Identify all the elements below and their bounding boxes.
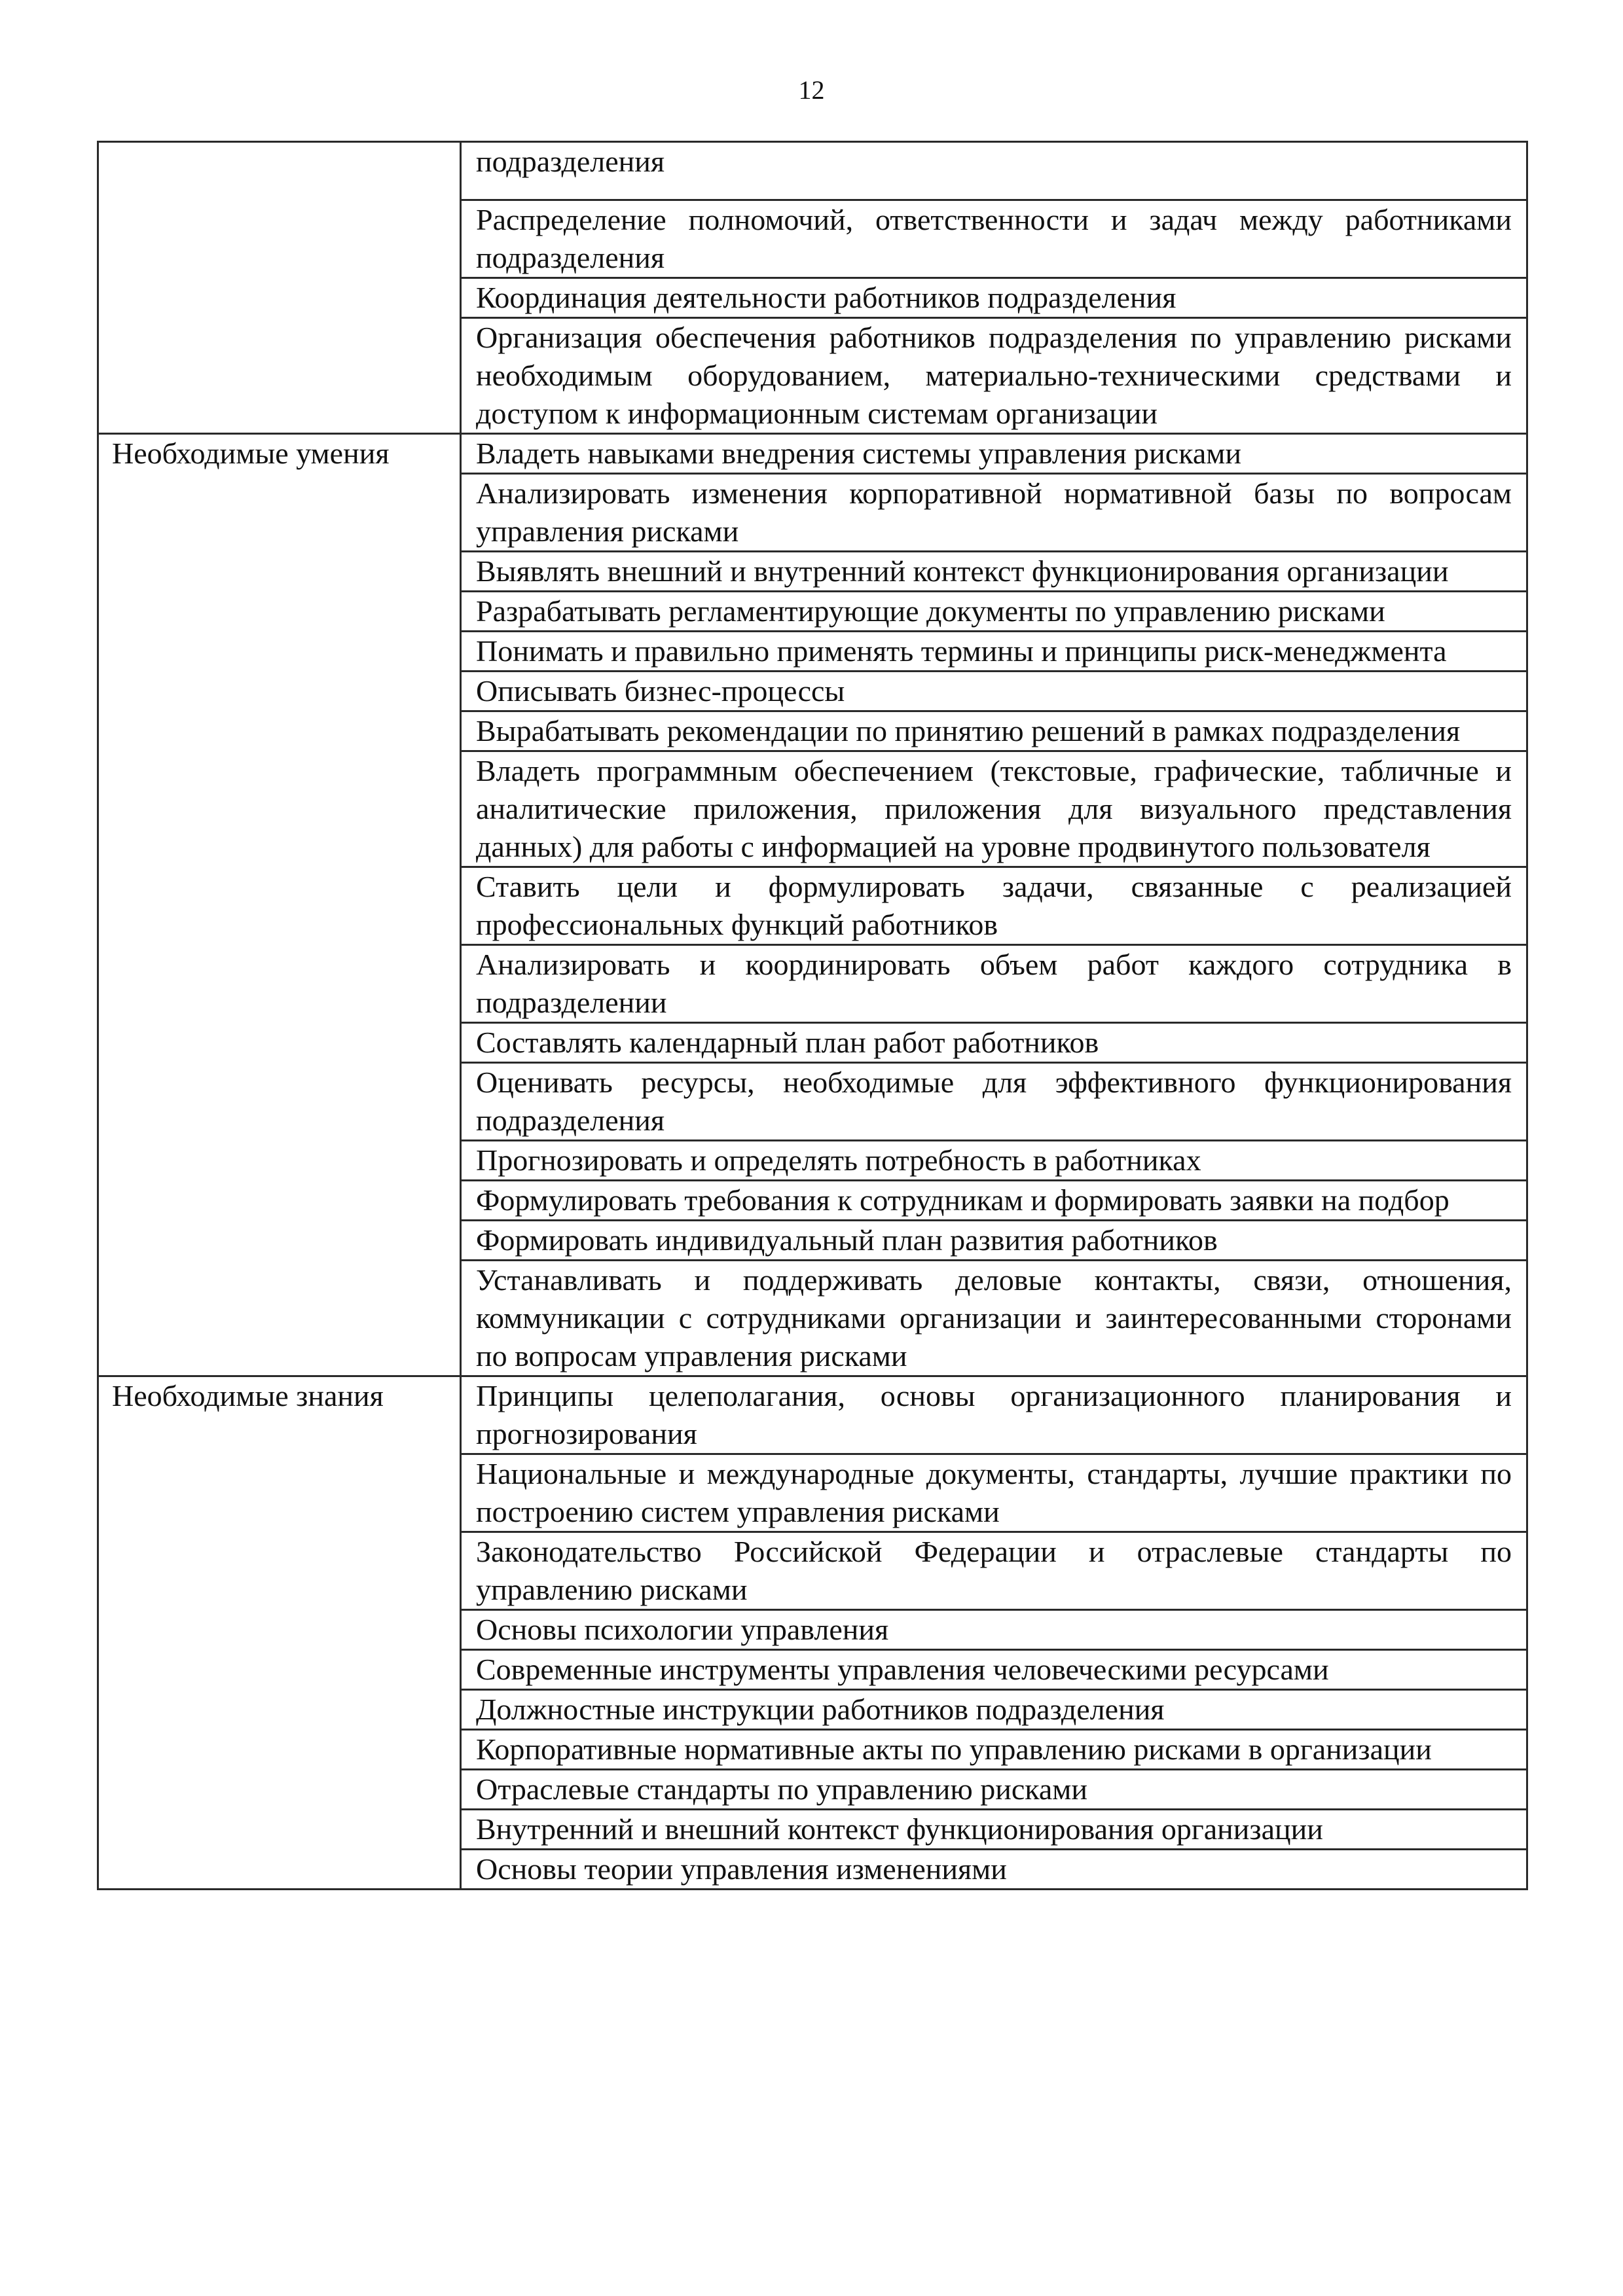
requirement-item-cell: Составлять календарный план работ работников xyxy=(461,1023,1527,1063)
requirement-item-cell: Отраслевые стандарты по управлению рисками xyxy=(461,1770,1527,1810)
requirement-item-cell: Законодательство Российской Федерации и отраслевые стандарты по управлению рисками xyxy=(461,1532,1527,1610)
requirement-item-cell: Оценивать ресурсы, необходимые для эффективного функционирования подразделения xyxy=(461,1063,1527,1141)
requirement-item-cell: Должностные инструкции работников подразделения xyxy=(461,1690,1527,1730)
requirement-item-cell: Основы психологии управления xyxy=(461,1610,1527,1650)
requirement-item-cell: Корпоративные нормативные акты по управлению рисками в организации xyxy=(461,1730,1527,1770)
requirement-item-cell: Анализировать и координировать объем работ каждого сотрудника в подразделении xyxy=(461,945,1527,1023)
page-number: 12 xyxy=(798,75,825,105)
requirement-item-cell: Внутренний и внешний контекст функционирования организации xyxy=(461,1810,1527,1850)
table-row xyxy=(98,1376,1527,1454)
requirement-item-cell: Распределение полномочий, ответственности и задач между работниками подразделения xyxy=(461,200,1527,278)
requirement-item-cell: Вырабатывать рекомендации по принятию решений в рамках подразделения xyxy=(461,711,1527,751)
group-label-cell: Необходимые умения xyxy=(98,434,461,1376)
table-row xyxy=(98,142,1527,200)
requirement-item-cell: Выявлять внешний и внутренний контекст функционирования организации xyxy=(461,552,1527,592)
requirement-item-cell: Ставить цели и формулировать задачи, связанные с реализацией профессиональных функций работников xyxy=(461,867,1527,945)
requirement-item-cell: Устанавливать и поддерживать деловые контакты, связи, отношения, коммуникации с сотрудниками организации и заинтересованными сторонами по вопросам управления рисками xyxy=(461,1261,1527,1376)
requirement-item-cell: Основы теории управления изменениями xyxy=(461,1850,1527,1890)
requirement-item-cell: Понимать и правильно применять термины и принципы риск-менеджмента xyxy=(461,632,1527,672)
requirement-item-cell: Описывать бизнес-процессы xyxy=(461,672,1527,711)
requirement-item-cell: Владеть программным обеспечением (текстовые, графические, табличные и аналитические приложения, приложения для визуального представления данных) для работы с информацией на уровне продвинутого пользователя xyxy=(461,751,1527,867)
requirement-item-cell: Формулировать требования к сотрудникам и формировать заявки на подбор xyxy=(461,1181,1527,1221)
competency-table xyxy=(97,141,1528,1890)
requirement-item-cell: Формировать индивидуальный план развития работников xyxy=(461,1221,1527,1261)
requirement-item-cell: Координация деятельности работников подразделения xyxy=(461,278,1527,318)
competency-table-body xyxy=(98,142,1527,1890)
requirement-item-cell: Принципы целеполагания, основы организационного планирования и прогнозирования xyxy=(461,1376,1527,1454)
requirement-item-cell: Национальные и международные документы, стандарты, лучшие практики по построению систем управления рисками xyxy=(461,1454,1527,1532)
group-label-cell xyxy=(98,142,461,434)
requirement-item-cell: Прогнозировать и определять потребность в работниках xyxy=(461,1141,1527,1181)
requirement-item-cell: Анализировать изменения корпоративной нормативной базы по вопросам управления рисками xyxy=(461,474,1527,552)
requirement-item-cell: Разрабатывать регламентирующие документы по управлению рисками xyxy=(461,592,1527,632)
group-label-cell: Необходимые знания xyxy=(98,1376,461,1890)
requirement-item-cell: подразделения xyxy=(461,142,1527,200)
table-row xyxy=(98,434,1527,474)
requirement-item-cell: Организация обеспечения работников подразделения по управлению рисками необходимым оборудованием, материально-техническими средствами и доступом к информационным системам организации xyxy=(461,318,1527,434)
requirement-item-cell: Современные инструменты управления человеческими ресурсами xyxy=(461,1650,1527,1690)
requirement-item-cell: Владеть навыками внедрения системы управления рисками xyxy=(461,434,1527,474)
